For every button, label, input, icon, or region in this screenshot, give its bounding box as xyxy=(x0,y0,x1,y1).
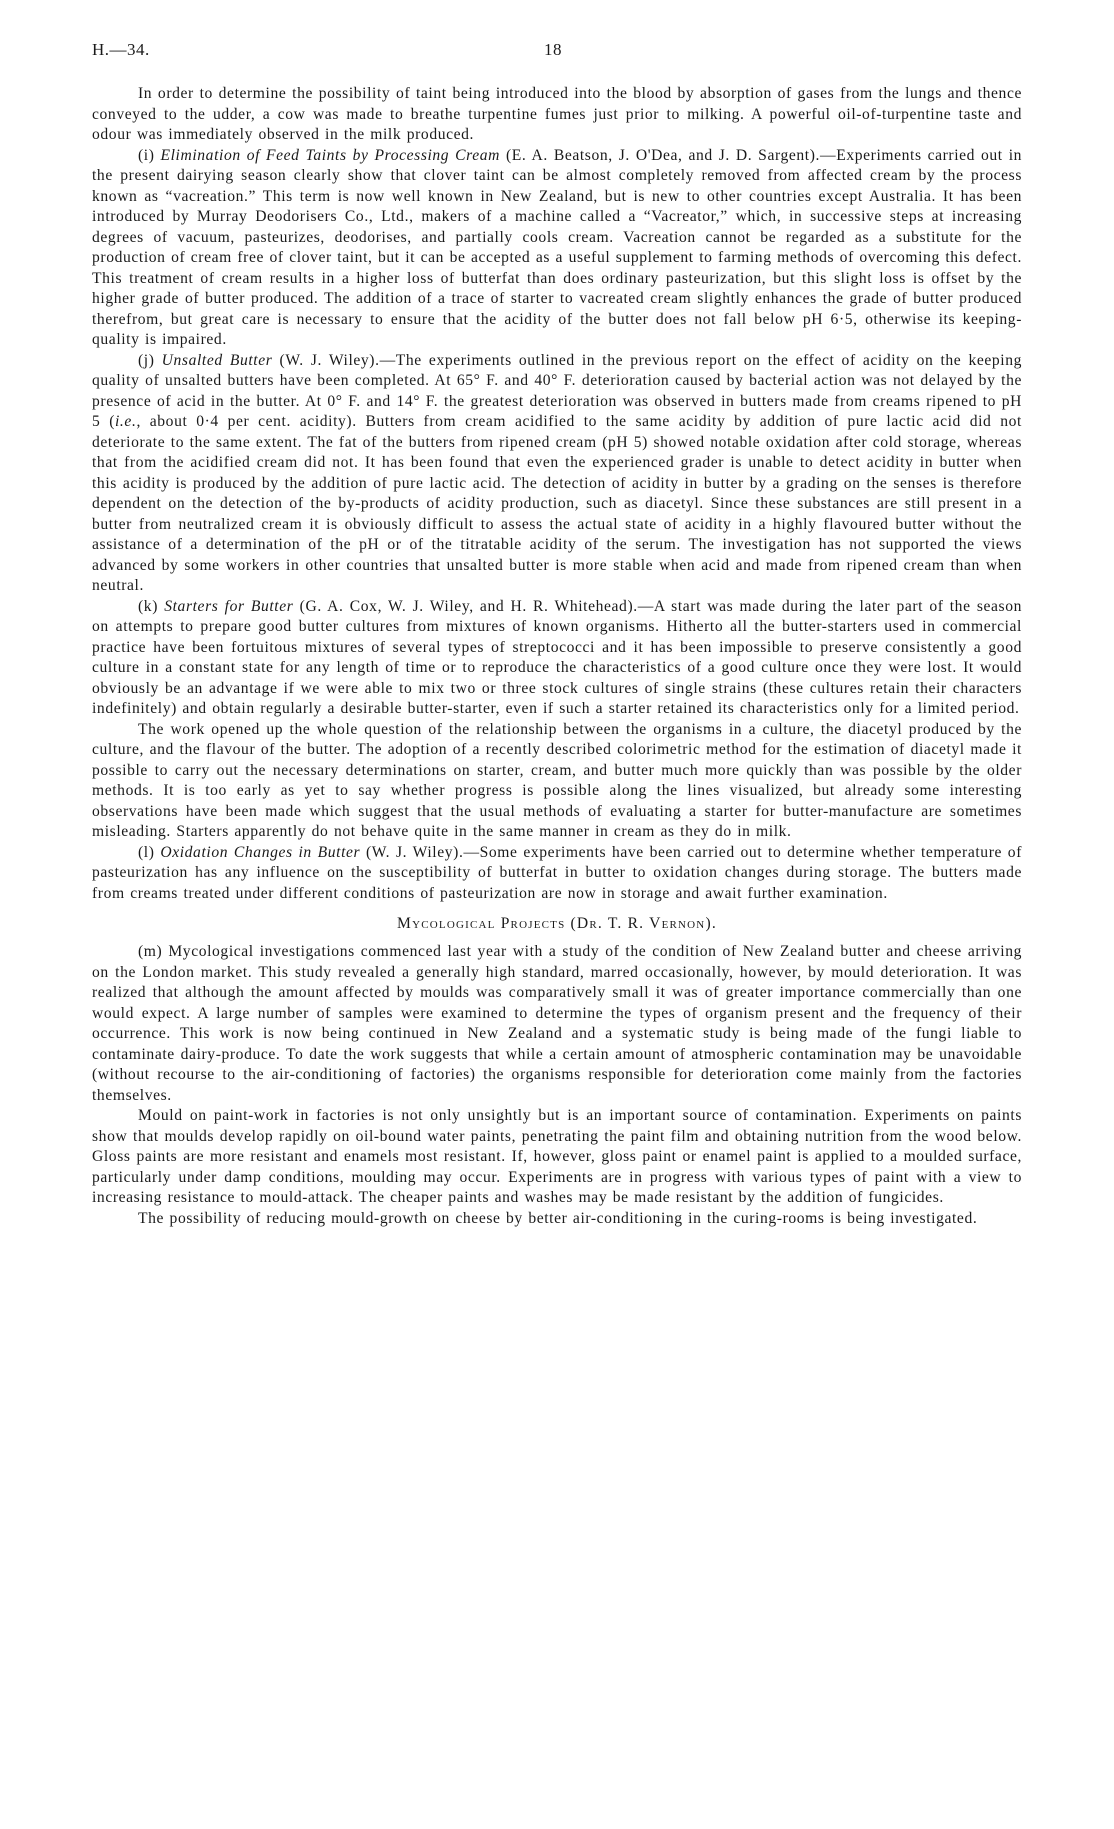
item-title-elimination-feed-taints: Elimination of Feed Taints by Processing Cream xyxy=(160,146,501,164)
paragraph-oxidation-changes xyxy=(92,843,1022,905)
paragraph-starters-for-butter xyxy=(92,597,1022,720)
paragraph-turpentine-experiment: In order to determine the possibility of taint being introduced into the blood by absorption of gases from the lungs and thence conveyed to the udder, a cow was made to breathe turpentine fumes just prior to milking. A powerful oil-of-turpentine taste and odour was immediately observed in the milk produced. xyxy=(92,85,1022,143)
page-number: 18 xyxy=(544,40,562,59)
item-label-j: (j) xyxy=(138,351,155,369)
paragraph-mycological-investigations xyxy=(92,942,1022,1106)
item-text-mycological-investigations: Mycological investigations commenced last year with a study of the condition of New Zealand butter and cheese arriving on the London market. This study revealed a generally high standard, marred occasionally, however, by mould deterioration. It was realized that although the amount affected by moulds was comparatively small it was of greater importance commercially than one would expect. A large number of samples were examined to determine the types of organism present and the frequency of their occurrence. This work is now being continued in New Zealand and a systematic study is being made of the fungi liable to contaminate dairy-produce. To date the work suggests that while a certain amount of atmospheric contamination may be unavoidable (without recourse to the air-conditioning of factories) the organisms responsible for deterioration come mainly from the factories themselves. xyxy=(92,943,1022,1104)
item-title-unsalted-butter: Unsalted Butter xyxy=(161,351,273,369)
item-text-unsalted-butter-part1: (W. J. Wiley).—The experiments outlined in the previous report on the effect of acidity on the keeping quality of unsalted butters have been completed. At 65° F. and 40° F. deterioration caused by bacterial action was not delayed by the presence of acid in the butter. At 0° F. and 14° F. the greatest deterioration was observed in butters made from creams ripened to pH 5 ( xyxy=(92,351,1023,430)
paragraph-unsalted-butter xyxy=(92,351,1022,597)
item-title-starters-for-butter: Starters for Butter xyxy=(164,597,294,615)
paragraph-cheese-air-conditioning: The possibility of reducing mould-growth on cheese by better air-conditioning in the curing-rooms is being investigated. xyxy=(138,1209,978,1227)
paragraph-mould-on-paint: Mould on paint-work in factories is not only unsightly but is an important source of contamination. Experiments on paints show that moulds develop rapidly on oil-bound water paints, penetrating the paint film and obtaining nutrition from the wood below. Gloss paints are more resistant and enamels most resistant. If, however, gloss paint or enamel paint is applied to a moulded surface, particularly under damp conditions, moulding may occur. Experiments are in progress with various types of paint with a view to increasing resistance to mould-attack. The cheaper paints and washes may be made resistant by the addition of fungicides. xyxy=(92,1107,1022,1206)
abbreviation-ie: i.e. xyxy=(115,413,137,430)
section-heading-mycological-projects: Mycological Projects (Dr. T. R. Vernon). xyxy=(397,915,717,932)
item-text-elimination-feed-taints: (E. A. Beatson, J. O'Dea, and J. D. Sargent).—Experiments carried out in the present dairying season clearly show that clover taint can be almost completely removed from affected cream by the process known as “vacreation.” This term is now well known in New Zealand, but is new to other countries except Australia. It has been introduced by Murray Deodorisers Co., Ltd., makers of a machine called a “Vacreator,” which, in successive steps at increasing degrees of vacuum, pasteurizes, deodorises, and partially cools cream. Vacreation cannot be regarded as a substitute for the production of cream free of clover taint, but it can be accepted as a useful supplement to farming methods of overcoming this defect. This treatment of cream results in a higher loss of butterfat than does ordinary pasteurization, but this slight loss is offset by the higher grade of butter produced. The addition of a trace of starter to vacreated cream slightly enhances the grade of butter produced therefrom, but great care is necessary to ensure that the acidity of the butter does not fall below pH 6·5, otherwise its keeping-quality is impaired. xyxy=(92,146,1023,348)
paragraph-diacetyl-work: The work opened up the whole question of the relationship between the organisms in a culture, the diacetyl produced by the culture, and the flavour of the butter. The adoption of a recently described colorimetric method for the estimation of diacetyl made it possible to carry out the necessary determinations on starter, cream, and butter much more quickly than was possible by the older methods. It is too early as yet to say whether progress is possible along the lines visualized, but already some interesting observations have been made which suggest that the usual methods of evaluating a starter for butter-manufacture are sometimes misleading. Starters apparently do not behave quite in the same manner in cream as they do in milk. xyxy=(92,720,1022,840)
item-title-oxidation-changes: Oxidation Changes in Butter xyxy=(160,843,361,861)
item-text-oxidation-changes: (W. J. Wiley).—Some experiments have been carried out to determine whether temperature of pasteurization has any influence on the susceptibility of butterfat in butter to oxidation changes during storage. The butters made from creams treated under different conditions of pasteurization are now in storage and await further examination. xyxy=(92,843,1023,902)
running-header xyxy=(92,40,1022,84)
item-label-i: (i) xyxy=(138,146,155,164)
report-reference: H.—34. xyxy=(92,40,150,59)
item-label-m: (m) xyxy=(138,943,163,960)
item-label-k: (k) xyxy=(138,597,158,615)
paragraph-elimination-feed-taints xyxy=(92,146,1022,351)
item-text-unsalted-butter-part2: , about 0·4 per cent. acidity). Butters from cream acidified to the same acidity by addition of pure lactic acid did not deteriorate to the same extent. The fat of the butters from ripened cream (pH 5) showed notable oxidation after cold storage, whereas that from the acidified cream did not. It has been found that even the experienced grader is unable to detect acidity in butter when this acidity is produced by the addition of pure lactic acid. The detection of acidity in butter by a grading on the senses is therefore dependent on the detection of the by-products of acidity production, such as diacetyl. Since these substances are still present in a butter from neutralized cream it is obviously difficult to assess the actual state of acidity in a highly flavoured butter without the assistance of a determination of the pH or of the titratable acidity of the serum. The investigation has not supported the views advanced by some workers in other countries that unsalted butter is more stable when acid and made from ripened cream than when neutral. xyxy=(92,413,1022,594)
item-text-starters-for-butter: (G. A. Cox, W. J. Wiley, and H. R. Whitehead).—A start was made during the later part of the season on attempts to prepare good butter cultures from mixtures of known organisms. Hitherto all the butter-starters used in commercial practice have been fortuitous mixtures of several types of streptococci and it has been impossible to preserve consistently a good culture in a constant state for any length of time or to reproduce the characteristics of a good culture once they were lost. It would obviously be an advantage if we were able to mix two or three stock cultures of single strains (these cultures retain their characters indefinitely) and obtain regularly a desirable butter-starter, even if such a starter retained its characteristics only for a limited period. xyxy=(92,597,1022,717)
item-label-l: (l) xyxy=(138,843,155,861)
